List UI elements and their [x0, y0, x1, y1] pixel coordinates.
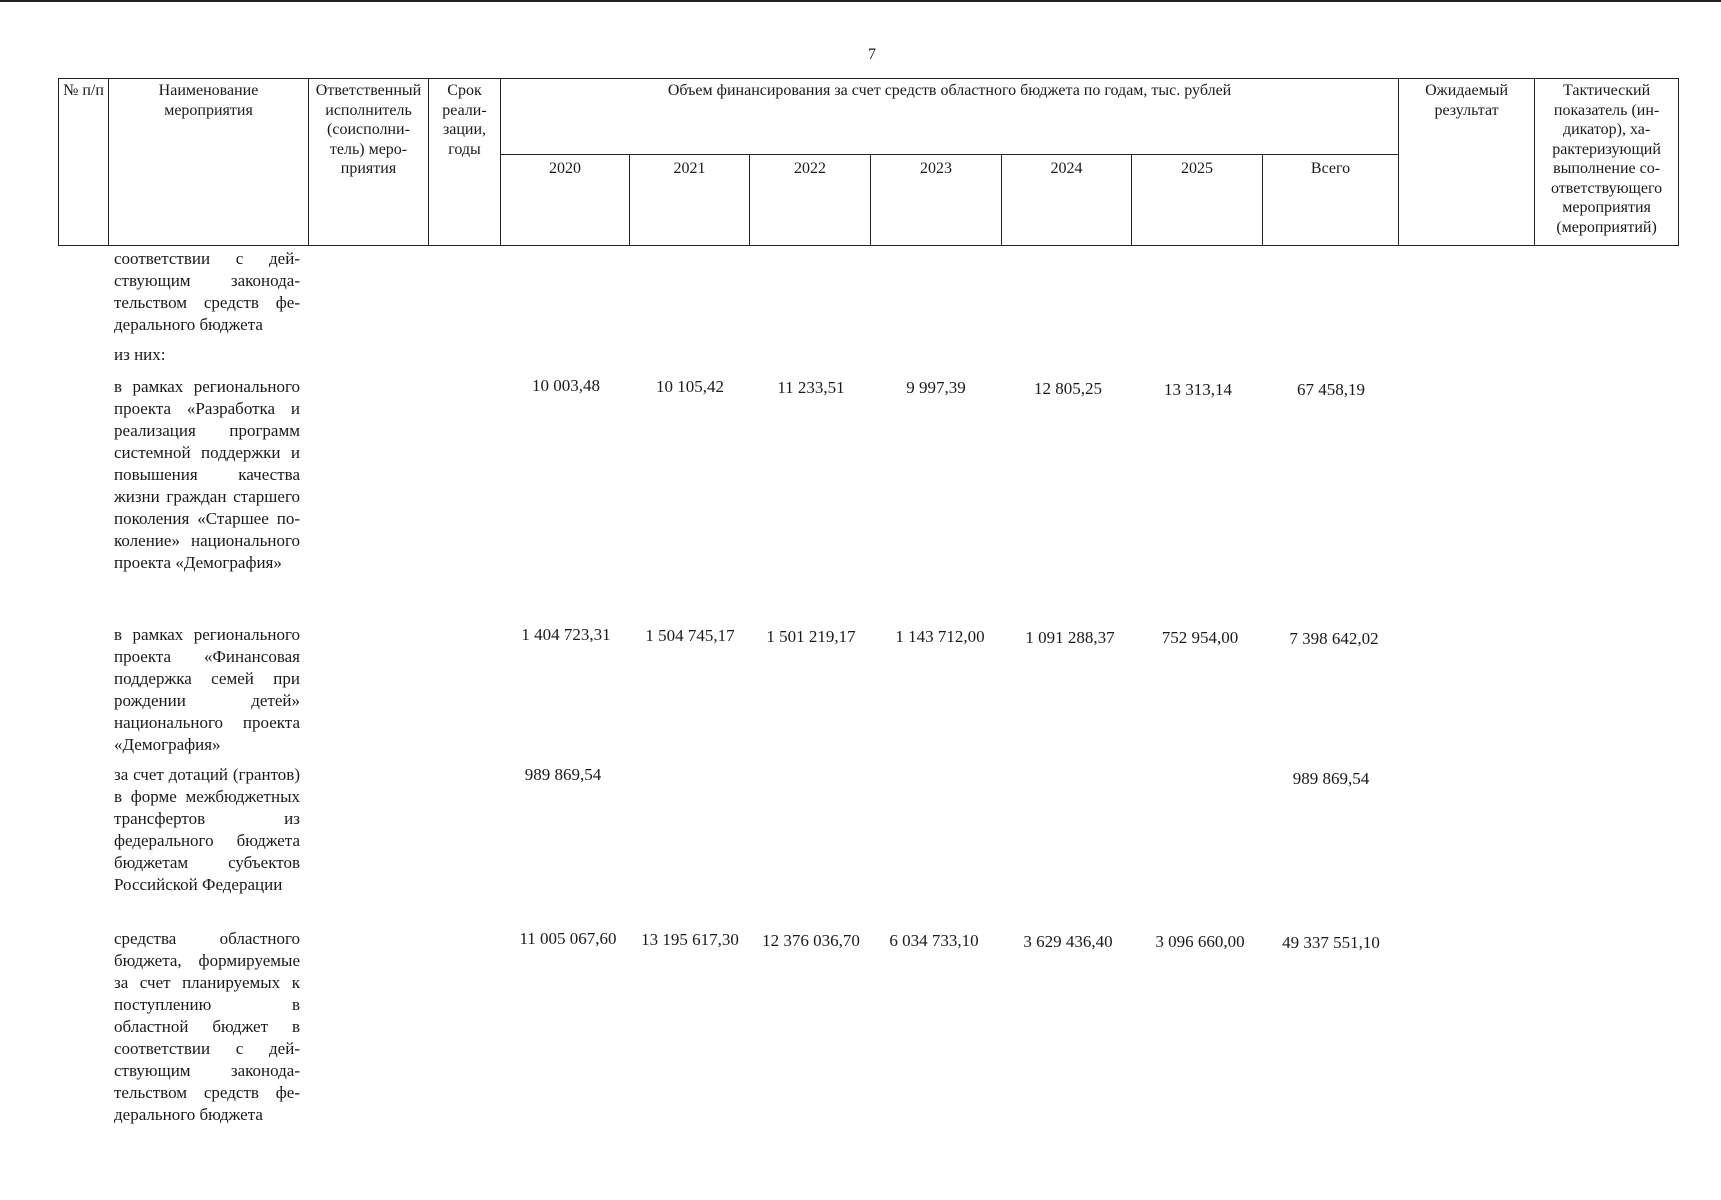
value-cell: 13 313,14: [1164, 380, 1232, 399]
value-cell: 67 458,19: [1297, 380, 1365, 399]
header-name: Наименование мероприятия: [109, 79, 309, 246]
header-indicator: Тактический показатель (индикатор), характеризующий выполнение соответствующего мероприятия (мероприятий): [1535, 79, 1679, 246]
page-top-border: [0, 0, 1721, 2]
value-cell: 12 376 036,70: [762, 931, 860, 950]
row-name-older-generation: в рамках регионального проекта «Разработка и реализация программ системной поддержки и повышения качества жизни граждан старшего поколения «Старшее поколение» национального проекта «Демография»: [114, 377, 300, 572]
value-cell: 989 869,54: [1292, 769, 1370, 788]
value-cell: 989 869,54: [524, 765, 602, 784]
header-financing: Объем финансирования за счет средств областного бюджета по годам, тыс. рублей: [501, 79, 1399, 155]
value-cell: 3 096 660,00: [1155, 932, 1245, 951]
value-cell: 752 954,00: [1161, 628, 1239, 647]
row-name-regional-budget: средства областного бюджета, формируемые за счет планируемых к поступлению в областной бюджет в соответствии с действующим законодательством средств федерального бюджета: [114, 929, 300, 1124]
header-expected: Ожидаемый результат: [1399, 79, 1535, 246]
value-cell: 3 629 436,40: [1023, 932, 1113, 951]
value-cell: 11 005 067,60: [519, 929, 617, 948]
header-year-2024: 2024: [1002, 155, 1132, 246]
value-cell: 7 398 642,02: [1289, 629, 1379, 648]
value-cell: 9 997,39: [906, 378, 966, 397]
header-term: Срок реализации, годы: [429, 79, 501, 246]
value-cell: 1 091 288,37: [1025, 628, 1115, 647]
header-total: Всего: [1263, 155, 1399, 246]
row-name-grants: за счет дотаций (грантов) в форме межбюджетных трансфертов из федерального бюджета бюджетам субъектов Российской Федерации: [114, 765, 300, 894]
row-name-family-support: в рамках регионального проекта «Финансовая поддержка семей при рождении детей» национального проекта «Демография»: [114, 625, 300, 754]
value-cell: 10 105,42: [656, 377, 724, 396]
header-num: № п/п: [59, 79, 109, 246]
value-cell: 1 143 712,00: [895, 627, 985, 646]
value-cell: 1 404 723,31: [521, 625, 611, 644]
header-year-2023: 2023: [871, 155, 1002, 246]
header-responsible: Ответственный исполнитель (соисполнитель) мероприятия: [309, 79, 429, 246]
value-cell: 10 003,48: [532, 376, 600, 395]
financing-table-header: [58, 78, 1679, 246]
header-year-2021: 2021: [630, 155, 750, 246]
value-cell: 11 233,51: [777, 378, 845, 397]
header-year-2022: 2022: [750, 155, 871, 246]
value-cell: 1 501 219,17: [766, 627, 856, 646]
row-name-continuation: соответствии с действующим законодательством средств федерального бюджета: [114, 249, 300, 334]
header-year-2025: 2025: [1132, 155, 1263, 246]
value-cell: 49 337 551,10: [1282, 933, 1380, 952]
page-number: 7: [868, 46, 876, 63]
value-cell: 6 034 733,10: [889, 931, 979, 950]
value-cell: 1 504 745,17: [645, 626, 735, 645]
value-cell: 13 195 617,30: [641, 930, 739, 949]
header-year-2020: 2020: [501, 155, 630, 246]
value-cell: 12 805,25: [1034, 379, 1102, 398]
row-name-of-them: из них:: [114, 345, 166, 364]
